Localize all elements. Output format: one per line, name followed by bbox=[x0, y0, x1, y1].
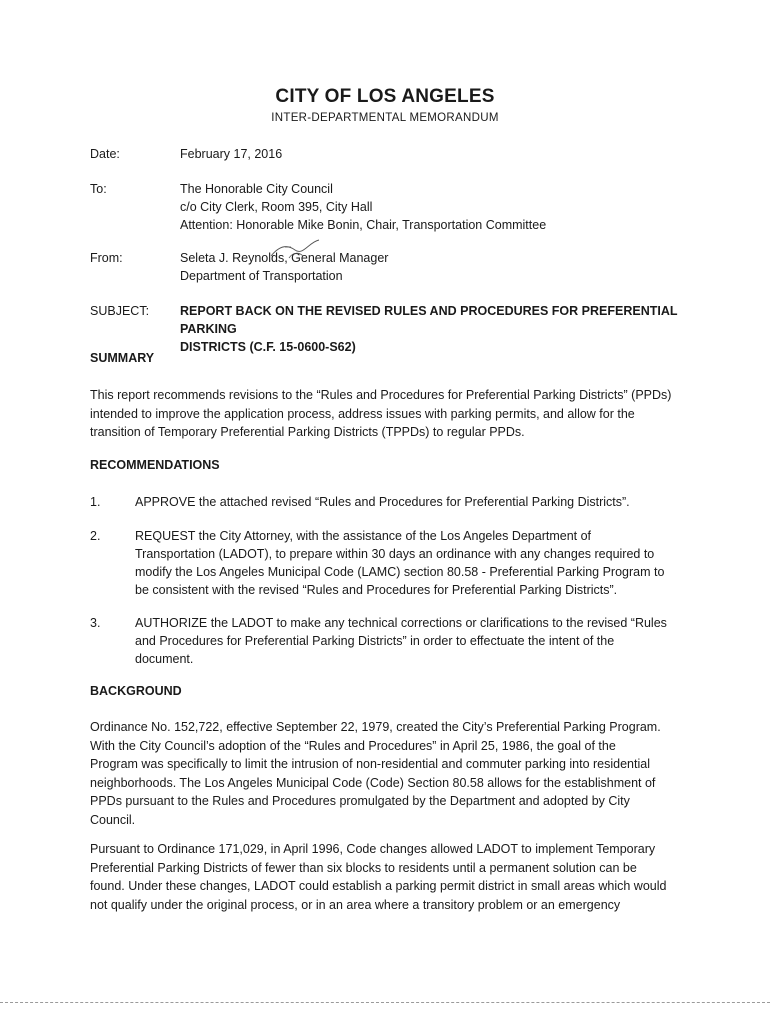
to-value bbox=[180, 180, 700, 234]
summary-paragraph bbox=[90, 386, 690, 442]
subject-line: REPORT BACK ON THE REVISED RULES AND PROCEDURES FOR PREFERENTIAL PARKING bbox=[180, 304, 678, 336]
recommendation-line: Transportation (LADOT), to prepare within 30 days an ordinance with any changes required to bbox=[135, 547, 655, 561]
to-line: c/o City Clerk, Room 395, City Hall bbox=[180, 200, 373, 214]
date-label: Date: bbox=[90, 147, 120, 161]
date-value: February 17, 2016 bbox=[180, 147, 283, 161]
recommendation-line: APPROVE the attached revised “Rules and Procedures for Preferential Parking Districts”. bbox=[135, 495, 630, 509]
recommendation-number: 2. bbox=[90, 529, 101, 543]
summary-line: This report recommends revisions to the “Rules and Procedures for Preferential Parking Districts” (PPDs) bbox=[90, 388, 672, 402]
summary-heading: SUMMARY bbox=[90, 351, 155, 365]
to-line: Attention: Honorable Mike Bonin, Chair, Transportation Committee bbox=[180, 218, 547, 232]
from-line: Seleta J. Reynolds, General Manager bbox=[180, 251, 389, 265]
background-line: Council. bbox=[90, 812, 136, 827]
to-label: To: bbox=[90, 182, 107, 196]
background-line: not qualify under the original process, or in an area where a transitory problem or an emergency bbox=[90, 897, 621, 912]
recommendation-line: modify the Los Angeles Municipal Code (LAMC) section 80.58 - Preferential Parking Program to bbox=[135, 565, 665, 579]
background-line: Program was specifically to limit the intrusion of non-residential and commuter parking into residential bbox=[90, 757, 650, 771]
memo-title: CITY OF LOS ANGELES bbox=[275, 86, 495, 107]
recommendation-number: 1. bbox=[90, 495, 101, 509]
summary-line: intended to improve the application process, address issues with parking permits, and allow for the bbox=[90, 406, 635, 421]
background-line: found. Under these changes, LADOT could establish a parking permit district in small areas which would bbox=[90, 879, 667, 893]
from-label: From: bbox=[90, 251, 123, 265]
background-paragraph-2 bbox=[90, 840, 690, 914]
memo-subtitle: INTER-DEPARTMENTAL MEMORANDUM bbox=[271, 112, 499, 124]
subject-label: SUBJECT: bbox=[90, 304, 150, 318]
recommendation-line: AUTHORIZE the LADOT to make any technical corrections or clarifications to the revised “Rules bbox=[135, 616, 667, 630]
summary-line: transition of Temporary Preferential Parking Districts (TPPDs) to regular PPDs. bbox=[90, 425, 525, 439]
background-line: Preferential Parking Districts of fewer than six blocks to residents until a permanent solution can be bbox=[90, 860, 637, 875]
page-bottom-rule bbox=[0, 1002, 770, 1004]
background-heading: BACKGROUND bbox=[90, 684, 182, 698]
recommendation-number: 3. bbox=[90, 616, 101, 630]
recommendation-text bbox=[135, 493, 680, 511]
recommendation-line: and Procedures for Preferential Parking Districts” in order to effectuate the intent of the bbox=[135, 634, 615, 648]
from-value bbox=[180, 249, 700, 285]
recommendations-heading: RECOMMENDATIONS bbox=[90, 458, 220, 472]
recommendation-line: be consistent with the revised “Rules and Procedures for Preferential Parking Districts”. bbox=[135, 583, 618, 597]
recommendation-text bbox=[135, 614, 680, 668]
background-paragraph-1 bbox=[90, 718, 690, 829]
recommendation-line: document. bbox=[135, 652, 194, 666]
to-line: The Honorable City Council bbox=[180, 182, 333, 196]
background-line: Ordinance No. 152,722, effective September 22, 1979, created the City’s Preferential Parking Program. bbox=[90, 720, 661, 734]
recommendation-text bbox=[135, 527, 680, 599]
background-line: PPDs pursuant to the Rules and Procedures promulgated by the Department and adopted by City bbox=[90, 794, 630, 808]
subject-line: DISTRICTS (C.F. 15-0600-S62) bbox=[180, 340, 356, 354]
signature-scribble bbox=[265, 238, 325, 264]
background-line: With the City Council’s adoption of the “Rules and Procedures” in April 25, 1986, the goal of the bbox=[90, 738, 616, 753]
recommendation-line: REQUEST the City Attorney, with the assistance of the Los Angeles Department of bbox=[135, 529, 592, 543]
subject-value bbox=[180, 302, 700, 356]
background-line: Pursuant to Ordinance 171,029, in April 1996, Code changes allowed LADOT to implement Temporary bbox=[90, 842, 656, 856]
from-line: Department of Transportation bbox=[180, 269, 343, 283]
background-line: neighborhoods. The Los Angeles Municipal Code (Code) Section 80.58 allows for the establishment of bbox=[90, 775, 656, 790]
